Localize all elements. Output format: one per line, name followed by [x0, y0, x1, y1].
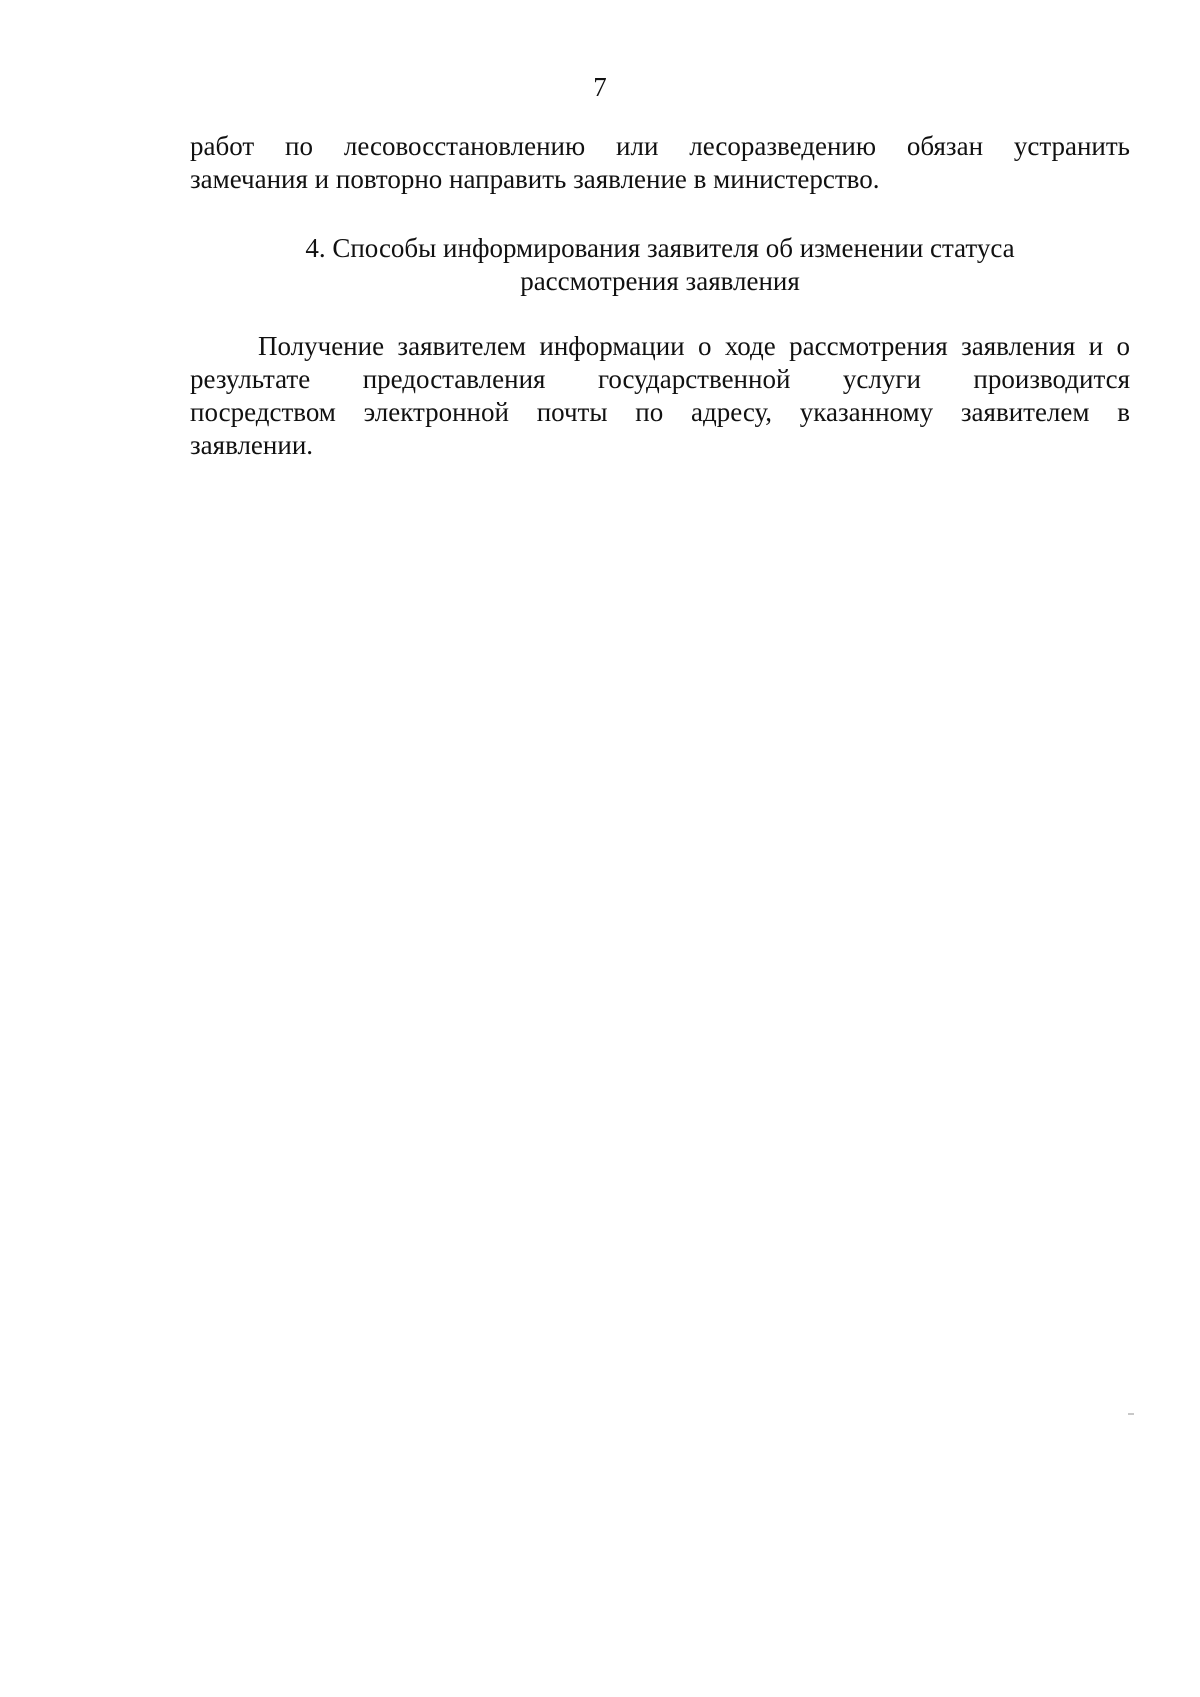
paragraph-line: посредством электронной почты по адресу, указанному заявителем в [190, 397, 1130, 427]
heading-line: рассмотрения заявления [520, 266, 800, 296]
heading-line: 4. Способы информирования заявителя об изменении статуса [305, 233, 1015, 263]
paragraph-line: замечания и повторно направить заявление в министерство. [190, 164, 880, 194]
paragraph-line: Получение заявителем информации о ходе рассмотрения заявления и о [258, 331, 1130, 361]
paragraph-line: работ по лесовосстановлению или лесоразведению обязан устранить [190, 131, 1130, 161]
section-heading [190, 232, 1130, 298]
paragraph-line: результате предоставления государственной услуги производится [190, 364, 1130, 394]
paragraph-continuation [190, 130, 1130, 196]
paragraph-line: заявлении. [190, 430, 314, 460]
scan-speck [1128, 1413, 1134, 1415]
page-number: 7 [593, 72, 607, 102]
paragraph-main [190, 330, 1130, 462]
